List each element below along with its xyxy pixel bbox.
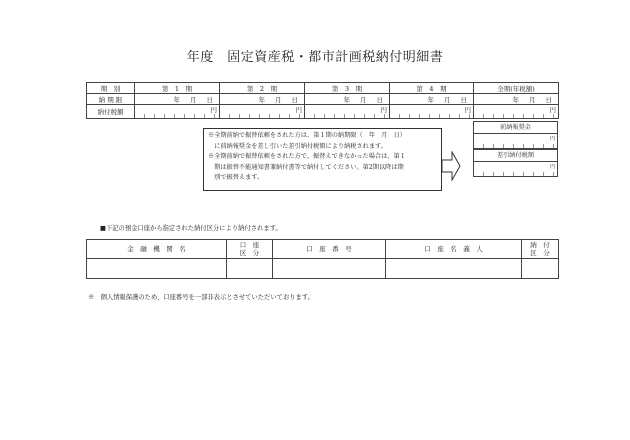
prepayment-reward-label: 前納報奨金	[474, 122, 557, 134]
payment-type-header: 納 付 区 分	[522, 240, 559, 259]
tax-amount-label: 納付税額	[87, 105, 135, 119]
note-line: に前納報奨金を差し引いた差引納付税額により納税されます。	[208, 142, 387, 150]
due-date-cell: 年 月 日	[220, 94, 305, 105]
privacy-footnote: ※ 個人情報保護のため、口座番号を一部非表示とさせていただいております。	[88, 294, 314, 301]
account-holder-cell	[386, 259, 522, 279]
due-date-cell: 年 月 日	[135, 94, 220, 105]
prepayment-note	[203, 128, 442, 191]
account-holder-header: 口 座 名 義 人	[386, 240, 522, 259]
page-title: 年度 固定資産税・都市計画税納付明細書	[186, 50, 444, 65]
due-date-cell: 年 月 日	[390, 94, 474, 105]
note-line: ※全期前納で振替依頼をされた方は、第１期の納期限（ 年 月 日）	[208, 132, 406, 139]
prepayment-reward-box	[473, 121, 558, 149]
account-type-header: 口 座 区 分	[227, 240, 273, 259]
period-1: 第 1 期	[135, 83, 220, 94]
due-date-cell: 年 月 日	[474, 94, 559, 105]
period-4: 第 4 期	[390, 83, 474, 94]
bank-account-intro: ■下記の預金口座から指定された納付区分により納付されます。	[100, 225, 282, 232]
due-date-cell: 年 月 日	[305, 94, 390, 105]
period-row	[87, 83, 559, 94]
payment-schedule-table	[86, 82, 559, 119]
bank-account-table	[86, 239, 559, 279]
tax-amount-cell: 円	[305, 105, 390, 119]
account-value-row	[87, 259, 559, 279]
bank-name-header: 金 融 機 関 名	[87, 240, 227, 259]
account-header-row	[87, 240, 559, 259]
arrow-right-icon	[441, 151, 461, 181]
net-payment-label: 差引納付税額	[474, 150, 557, 162]
period-label: 期 別	[87, 83, 135, 94]
period-3: 第 3 期	[305, 83, 390, 94]
account-number-cell	[273, 259, 386, 279]
due-date-label: 納 期 限	[87, 94, 135, 105]
note-line: 期は振替不能通知書兼納付書等で納付してください。第2期以降は期	[208, 163, 404, 171]
prepayment-reward-value: 円	[474, 134, 557, 148]
tax-amount-row	[87, 105, 559, 119]
note-line: 別で振替えます。	[208, 174, 264, 181]
account-type-cell	[227, 259, 273, 279]
net-payment-value: 円	[474, 162, 557, 176]
tax-amount-cell: 円	[474, 105, 559, 119]
tax-amount-cell: 円	[390, 105, 474, 119]
net-payment-box	[473, 149, 558, 177]
tax-amount-cell: 円	[220, 105, 305, 119]
payment-type-cell	[522, 259, 559, 279]
note-line: ※全期前納で振替依頼をされた方で、振替えできなかった場合は、第１	[208, 153, 406, 160]
account-number-header: 口 座 番 号	[273, 240, 386, 259]
bank-name-cell	[87, 259, 227, 279]
period-full-year: 全期(年税額)	[474, 83, 559, 94]
due-date-row	[87, 94, 559, 105]
period-2: 第 2 期	[220, 83, 305, 94]
tax-amount-cell: 円	[135, 105, 220, 119]
